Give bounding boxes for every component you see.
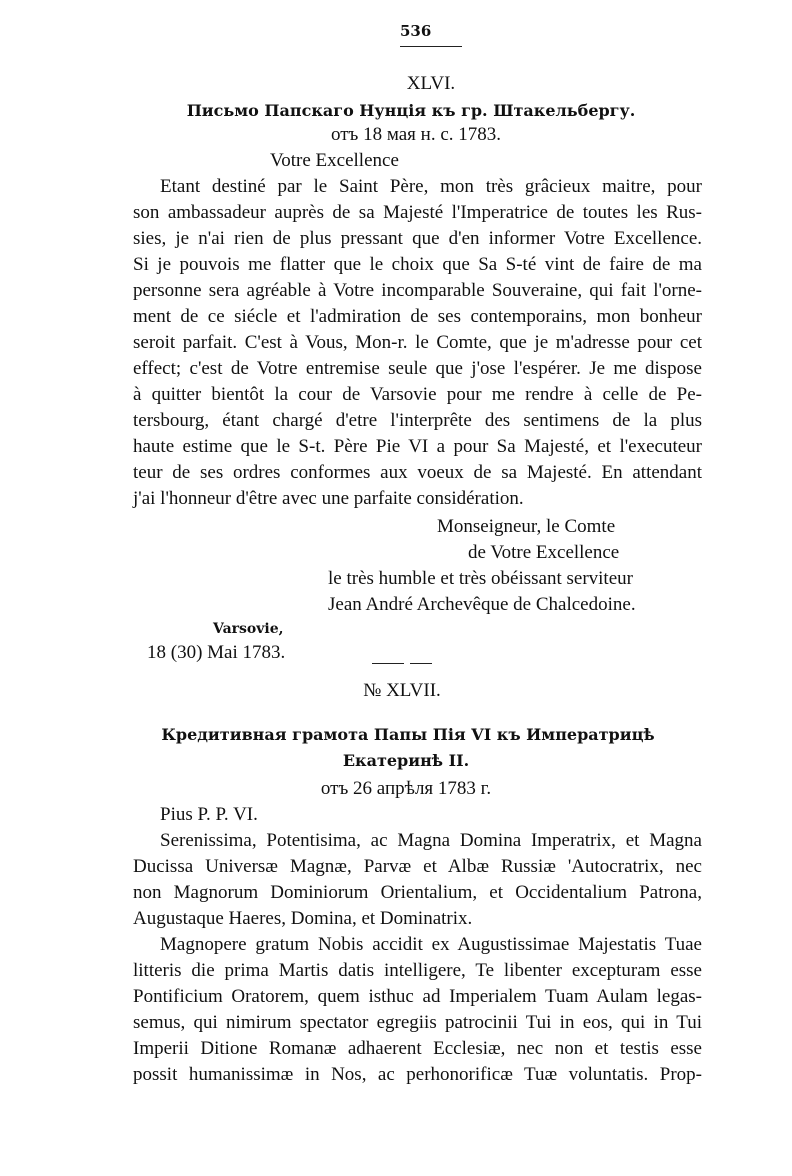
document-title: Письмо Папскаго Нунція къ гр. Штакельбергу. xyxy=(186,101,636,120)
text-line: Magnopere gratum Nobis acсidit ex Augustissimae Majestatis Tuae xyxy=(160,934,702,955)
text-line: non Magnorum Dominiorum Orientalium, et Occidentalium Patrona, xyxy=(133,882,702,903)
document-title: Екатеринѣ II. xyxy=(342,751,470,770)
closing-line: le très humble et très obéissant serviteur xyxy=(328,568,633,589)
text-line: semus, qui nimirum spectator egregiis patrocinii Tui in eos, qui in Tui xyxy=(133,1012,702,1033)
separator xyxy=(410,663,432,664)
document-number: XLVI. xyxy=(406,73,456,94)
text-line: j'ai l'honneur d'être avec une parfaite considération. xyxy=(133,488,524,509)
closing-line: Monseigneur, le Comte xyxy=(437,516,616,537)
closing-line: de Votre Excellence xyxy=(468,542,620,563)
text-line: litteris die prima Martis datis intelligere, Te libenter excepturam esse xyxy=(133,960,702,981)
text-line: Etant destiné par le Saint Père, mon très grâcieux maitre, pour xyxy=(160,176,702,197)
page-number-rule xyxy=(400,46,462,47)
text-line: ment de ce siécle et l'admiration de ses contemporains, mon bonheur xyxy=(133,306,702,327)
separator xyxy=(372,663,404,664)
text-line: possit humanissimæ in Nos, ac perhonorificæ Tuæ voluntatis. Prop- xyxy=(133,1064,702,1085)
text-line: son ambassadeur auprès de sa Majesté l'Imperatrice de toutes les Rus- xyxy=(133,202,702,223)
salutation: Votre Excellence xyxy=(270,150,399,171)
document-title: Кредитивная грамота Папы Пія VI къ Императрицѣ xyxy=(161,725,655,744)
text-line: teur de ses ordres conformes aux voeux de sa Majesté. En attendant xyxy=(133,462,702,483)
text-line: seroit parfait. C'est à Vous, Mon-r. le Comte, que je m'adresse pour cet xyxy=(133,332,702,353)
page-number: 536 xyxy=(400,22,432,40)
text-line: haute estime que le S-t. Père Pie VI a pour Sa Majesté, et l'executeur xyxy=(133,436,702,457)
text-line: tersbourg, étant chargé d'etre l'interprête des sentimens de la plus xyxy=(133,410,702,431)
signature: Jean André Archevêque de Chalcedoine. xyxy=(328,594,636,615)
text-line: personne sera agréable à Votre incomparable Souveraine, qui fait l'orne- xyxy=(133,280,702,301)
text-line: à quitter bientôt la cour de Varsovie pour me rendre à celle de Pe- xyxy=(133,384,702,405)
text-line: Serenissima, Potentisima, ac Magna Domina Imperatrix, et Magna xyxy=(160,830,702,851)
text-line: Ducissa Universæ Magnæ, Parvæ et Albæ Russiæ 'Autocratrix, nec xyxy=(133,856,702,877)
text-line: Augustaque Haeres, Domina, et Dominatrix. xyxy=(133,908,473,929)
text-line: Pontificium Oratorem, quem isthuc ad Imperialem Tuam Aulam legas- xyxy=(133,986,702,1007)
place: Varsovie, xyxy=(213,621,284,637)
salutation: Pius P. P. VI. xyxy=(160,804,258,825)
text-line: sies, je n'ai rien de plus pressant que d'en informer Votre Excellence. xyxy=(133,228,702,249)
document-date: отъ 26 апрѣля 1783 г. xyxy=(320,778,492,799)
document-number: № XLVII. xyxy=(363,680,441,701)
text-line: Imperii Ditione Romanæ adhaerent Ecclesiæ, nec non et testis esse xyxy=(133,1038,702,1059)
text-line: effect; c'est de Votre entremise seule que j'ose l'espérer. Je me dispose xyxy=(133,358,702,379)
text-line: Si je pouvois me flatter que le choix que Sa S-té vint de faire de ma xyxy=(133,254,702,275)
document-date: отъ 18 мая н. с. 1783. xyxy=(330,124,502,145)
place-date: 18 (30) Mai 1783. xyxy=(147,642,286,663)
